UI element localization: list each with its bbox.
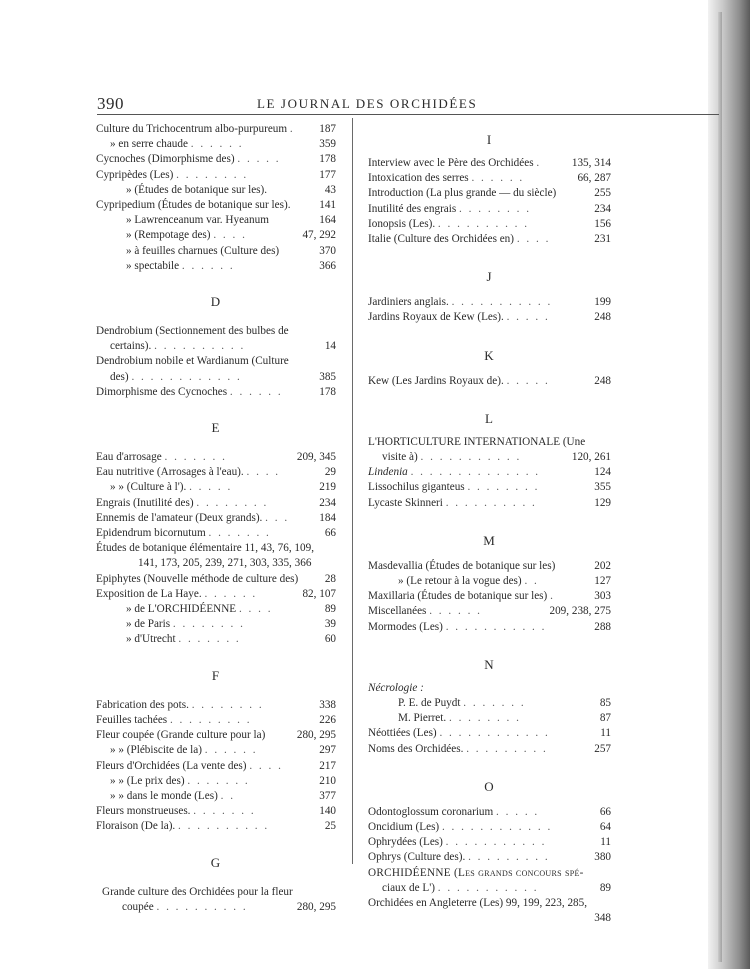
index-group-d [96,324,336,400]
index-entry: Noms des Orchidées. . . . . . . . . . 257 [368,742,611,755]
index-entry: Introduction (La plus grande — du siècle) 255 [368,187,611,200]
index-group-l [368,435,611,511]
index-entry: P. E. de Puydt . . . . . . . 85 [398,697,611,710]
index-entry: Cypripedium (Études de botanique sur les). 141 [96,199,336,212]
index-entry: Dendrobium (Sectionnement des bulbes de certains). . . . . . . . . . . 14 [96,325,336,353]
index-entry: ORCHIDÉENNE (Les grands concours spé- ciaux de L') . . . . . . . . . . . 89 [368,866,611,894]
index-entry: Fleurs d'Orchidées (La vente des) . . . . 217 [96,759,336,772]
index-entry: Fleur coupée (Grande culture pour la) 280, 295 [96,729,336,742]
page-edge-shadow [708,0,750,969]
index-entry: » » dans le monde (Les) . . 377 [110,789,336,802]
index-entry: » Lawrenceanum var. Hyeanum 164 [126,214,336,227]
index-entry: Nécrologie : [368,681,424,694]
index-group-g [96,885,336,915]
index-entry: » de Paris . . . . . . . . 39 [126,618,336,631]
index-entry: Jardiniers anglais. . . . . . . . . . . . 199 [368,296,611,309]
section-letter-d: D [210,294,222,310]
index-entry: Interview avec le Père des Orchidées . 135, 314 [368,157,611,169]
index-group-k [368,374,611,389]
index-entry: Néottiées (Les) . . . . . . . . . . . . 11 [368,727,611,740]
index-entry: Inutilité des engrais . . . . . . . . 234 [368,202,611,215]
index-entry: Miscellanées . . . . . . 209, 238, 275 [368,605,611,618]
index-group-j [368,295,611,325]
index-entry: Études de botanique élémentaire 11, 43, 76, 109, 141, 173, 205, 239, 271, 303, 335, 366 [96,542,314,570]
index-column-left [96,122,336,915]
index-group-m [368,559,611,635]
index-group-c [96,122,336,274]
index-entry: M. Pierret. . . . . . . . . 87 [398,712,611,725]
page-number: 390 [97,94,124,113]
index-entry: Orchidées en Angleterre (Les) 99, 199, 223, 285, 348 [368,897,611,925]
index-entry: » » (Culture à l'). . . . . . 219 [110,481,336,494]
index-entry: Eau nutritive (Arrosages à l'eau). . . . . 29 [96,466,336,479]
index-entry: Ennemis de l'amateur (Deux grands). . . . 184 [96,511,336,524]
index-entry: » de L'ORCHIDÉENNE . . . . 89 [126,603,336,616]
index-entry: » (Études de botanique sur les). 43 [126,183,336,196]
index-entry: » (Le retour à la vogue des) . . 127 [398,575,611,588]
index-entry: Ophrys (Culture des). . . . . . . . . . 380 [368,851,611,864]
index-entry: Epidendrum bicornutum . . . . . . . 66 [96,527,336,540]
index-entry: » en serre chaude . . . . . . 359 [110,138,336,151]
section-letter-i: I [486,132,493,147]
index-entry: Lindenia . . . . . . . . . . . . . . 124 [368,466,611,479]
running-title: LE JOURNAL DES ORCHIDÉES [257,96,478,111]
index-entry: Culture du Trichocentrum albo-purpureum . 187 [96,123,336,135]
index-entry: » d'Utrecht . . . . . . . 60 [126,633,336,646]
section-letter-o: O [484,778,495,794]
index-entry: Odontoglossum coronarium . . . . . 66 [368,805,611,818]
index-entry: Jardins Royaux de Kew (Les). . . . . . 248 [368,311,611,324]
section-letter-k: K [484,347,495,363]
index-group-i [368,156,611,247]
section-letter-l: L [485,410,494,426]
index-entry: » à feuilles charnues (Culture des) 370 [126,244,336,257]
index-entry: » » (Le prix des) . . . . . . . 210 [110,774,336,787]
index-entry: Ionopsis (Les). . . . . . . . . . . 156 [368,217,611,230]
index-entry: Fabrication des pots. . . . . . . . . 338 [96,698,336,711]
section-letter-n: N [484,656,495,672]
column-divider [352,118,353,864]
index-entry: Dimorphisme des Cycnoches . . . . . . 178 [96,385,336,398]
index-entry: Ophrydées (Les) . . . . . . . . . . . 11 [368,836,611,849]
index-entry: L'HORTICULTURE INTERNATIONALE (Une visite à) . . . . . . . . . . . 120, 261 [368,435,611,464]
page-edge-fold [718,12,722,962]
index-entry: Oncidium (Les) . . . . . . . . . . . . 64 [368,821,611,834]
index-entry: Fleurs monstrueuses. . . . . . . . 140 [96,805,336,818]
section-letter-j: J [486,269,493,285]
section-letter-g: G [210,854,222,870]
index-group-f [96,698,336,835]
page-header [97,94,719,115]
index-group-n [368,681,611,757]
section-letter-m: M [483,532,496,548]
index-entry: Grande culture des Orchidées pour la fleur coupée . . . . . . . . . . 280, 295 [102,885,336,913]
index-entry: Lycaste Skinneri . . . . . . . . . . 129 [368,496,611,509]
index-entry: » (Rempotage des) . . . . 47, 292 [126,229,336,242]
index-entry: Epiphytes (Nouvelle méthode de culture des) 28 [96,572,336,585]
index-entry: Exposition de La Haye. . . . . . . 82, 107 [96,587,336,600]
index-entry: Mormodes (Les) . . . . . . . . . . . 288 [368,620,611,633]
index-entry: Italie (Culture des Orchidées en) . . . . 231 [368,233,611,246]
index-entry: Kew (Les Jardins Royaux de). . . . . . 248 [368,374,611,387]
index-group-o [368,805,611,926]
index-entry: Cypripèdes (Les) . . . . . . . . 177 [96,168,336,181]
index-group-e [96,450,336,648]
index-entry: Masdevallia (Études de botanique sur les) 202 [368,559,611,572]
index-entry: Feuilles tachées . . . . . . . . . 226 [96,713,336,726]
index-entry: Eau d'arrosage . . . . . . . 209, 345 [96,451,336,464]
index-entry: Floraison (De la). . . . . . . . . . . 25 [96,820,336,833]
index-entry: Maxillaria (Études de botanique sur les) . 303 [368,590,611,603]
section-letter-e: E [211,420,221,436]
index-entry: » » (Plébiscite de la) . . . . . . 297 [110,744,336,757]
index-entry: Lissochilus giganteus . . . . . . . . 355 [368,481,611,494]
section-letter-f: F [211,667,221,683]
index-entry: Intoxication des serres . . . . . . 66, 287 [368,172,611,185]
index-column-right [368,132,611,926]
index-entry: Engrais (Inutilité des) . . . . . . . . 234 [96,496,336,509]
index-entry: Cycnoches (Dimorphisme des) . . . . . 178 [96,153,336,166]
index-entry: » spectabile . . . . . . 366 [126,259,336,272]
index-entry: Dendrobium nobile et Wardianum (Culture des) . . . . . . . . . . . . 385 [96,355,336,383]
